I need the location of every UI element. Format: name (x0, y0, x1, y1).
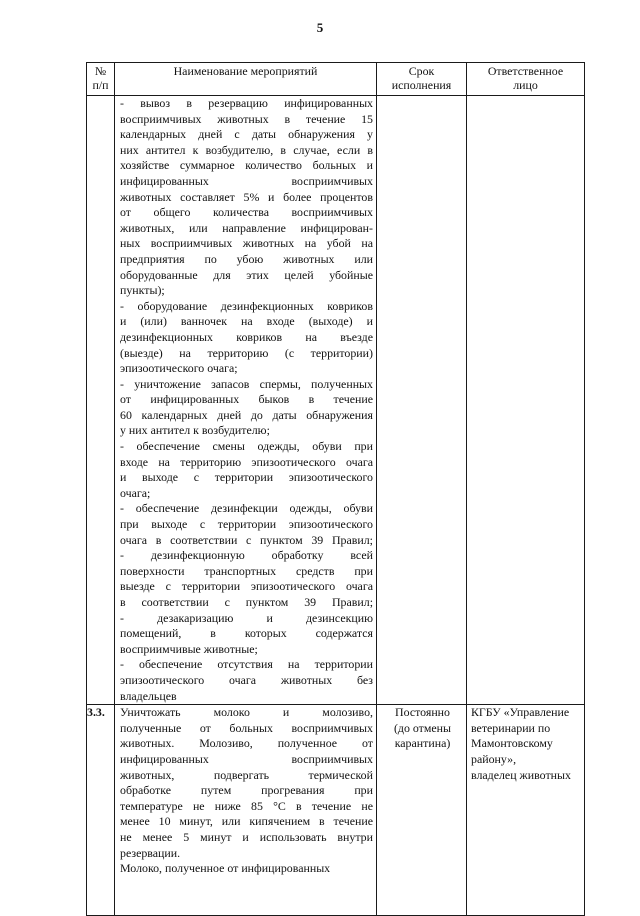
text-line: дезинфекционных ковриков на въезде (120, 329, 373, 344)
text-line: Постоянно (394, 705, 450, 720)
row-number (87, 96, 115, 705)
text-line: хозяйстве суммарное количество больных и (120, 158, 373, 173)
measures-table (86, 62, 585, 916)
table-header-row (87, 63, 585, 96)
text-line: КГБУ «Управление (471, 705, 570, 720)
header-num-line: № (94, 65, 107, 78)
text-line: выезде с территории эпизоотического очага (120, 579, 373, 594)
text-line: у них антител к возбудителю; (120, 423, 270, 438)
text-line: инфицированных восприимчивых (120, 173, 373, 188)
table-row (87, 705, 585, 916)
text-line: (до отмены (393, 720, 452, 735)
text-line: - обеспечение смены одежды, обуви при (120, 439, 373, 454)
text-line: (выезде) на территорию (с территории) (120, 345, 373, 360)
row-number: 3.3. (87, 705, 115, 916)
header-num-line: п/п (92, 78, 109, 92)
text-line: ных восприимчивых животных на убой на (120, 236, 373, 251)
responsible-text (467, 705, 584, 783)
text-line: оборудованные для этих целей убойные (120, 267, 373, 282)
header-term-line: Срок (408, 65, 435, 78)
table-row (87, 96, 585, 705)
page-number: 5 (316, 20, 324, 35)
row-measures (115, 96, 377, 705)
text-line: предприятия по убою животных или (120, 251, 373, 266)
text-line: и выходе с территории эпизоотического (120, 470, 373, 485)
text-line: владелец животных (471, 767, 571, 782)
measure-text (115, 96, 376, 704)
header-responsible (467, 63, 585, 96)
text-line: ветеринарии по (471, 720, 551, 735)
text-line: - вывоз в резервацию инфицированных (120, 96, 373, 110)
text-line: восприимчивых животных в течение 15 (120, 111, 373, 126)
text-line: менее 10 минут, или кипячением в течение (120, 814, 373, 829)
text-line: - уничтожение запасов спермы, полученных (120, 376, 373, 391)
text-line: них антител к возбудителю, в случае, если в (120, 142, 373, 157)
row-responsible (467, 96, 585, 705)
text-line: Мамонтовскому (471, 736, 553, 751)
text-line: помещений, в которых содержатся (120, 626, 373, 641)
row-term (377, 705, 467, 916)
row-responsible (467, 705, 585, 916)
header-num (87, 63, 115, 96)
measure-text (115, 705, 376, 877)
text-line: животных составляет 5% и более процентов (120, 189, 373, 204)
text-line: - оборудование дезинфекционных ковриков (120, 298, 373, 313)
text-line: - дезинфекционную обработку всей (120, 548, 373, 563)
text-line: очага в соответствии с пунктом 39 Правил; (120, 532, 373, 547)
row-measures (115, 705, 377, 916)
header-name: Наименование мероприятий (115, 63, 377, 96)
header-term-line: исполнения (391, 78, 452, 92)
text-line: очага; (120, 485, 151, 500)
text-line: полученные от больных восприимчивых (120, 720, 373, 735)
text-line: не менее 5 минут и использовать внутри (120, 829, 373, 844)
text-line: и (или) ванночек на входе (выходе) и (120, 314, 373, 329)
text-line: району», (471, 751, 517, 766)
text-line: животных, подвергать термической (120, 767, 373, 782)
text-line: - обеспечение дезинфекции одежды, обуви (120, 501, 373, 516)
text-line: календарных дней с даты обнаружения у (120, 127, 373, 142)
text-line: владельцев (120, 688, 177, 703)
text-line: инфицированных восприимчивых (120, 751, 373, 766)
text-line: - дезакаризацию и дезинсекцию (120, 610, 373, 625)
text-line: пункты); (120, 283, 165, 298)
header-responsible-line: лицо (513, 78, 538, 92)
text-line: - обеспечение отсутствия на территории (120, 657, 373, 672)
text-line: от общего количества восприимчивых (120, 205, 373, 220)
text-line: карантина) (394, 736, 451, 751)
text-line: эпизоотического очага животных без (120, 672, 373, 687)
text-line: температуре не ниже 85 °С в течение не (120, 798, 373, 813)
text-line: резервации. (120, 845, 181, 860)
row-term (377, 96, 467, 705)
text-line: поверхности транспортных средств при (120, 563, 373, 578)
text-line: при выходе с территории эпизоотического (120, 517, 373, 532)
text-line: в соответствии с пунктом 39 Правил; (120, 595, 373, 609)
text-line: от инфицированных быков в течение (120, 392, 373, 407)
text-line: 60 календарных дней до даты обнаружения (120, 407, 373, 422)
header-responsible-line: Ответственное (487, 65, 564, 78)
term-text (377, 705, 466, 752)
text-line: входе на территорию эпизоотического очага (120, 454, 373, 469)
text-line: животных. Молозиво, полученное от (120, 736, 373, 751)
text-line: обработке путем прогревания при (120, 783, 373, 798)
text-line: эпизоотического очага; (120, 361, 238, 376)
text-line: восприимчивые животные; (120, 641, 258, 656)
text-line: Молоко, полученное от инфицированных (120, 861, 331, 876)
header-term (377, 63, 467, 96)
text-line: Уничтожать молоко и молозиво, (120, 705, 373, 720)
text-line: животных, или направление инфицирован- (120, 220, 373, 235)
